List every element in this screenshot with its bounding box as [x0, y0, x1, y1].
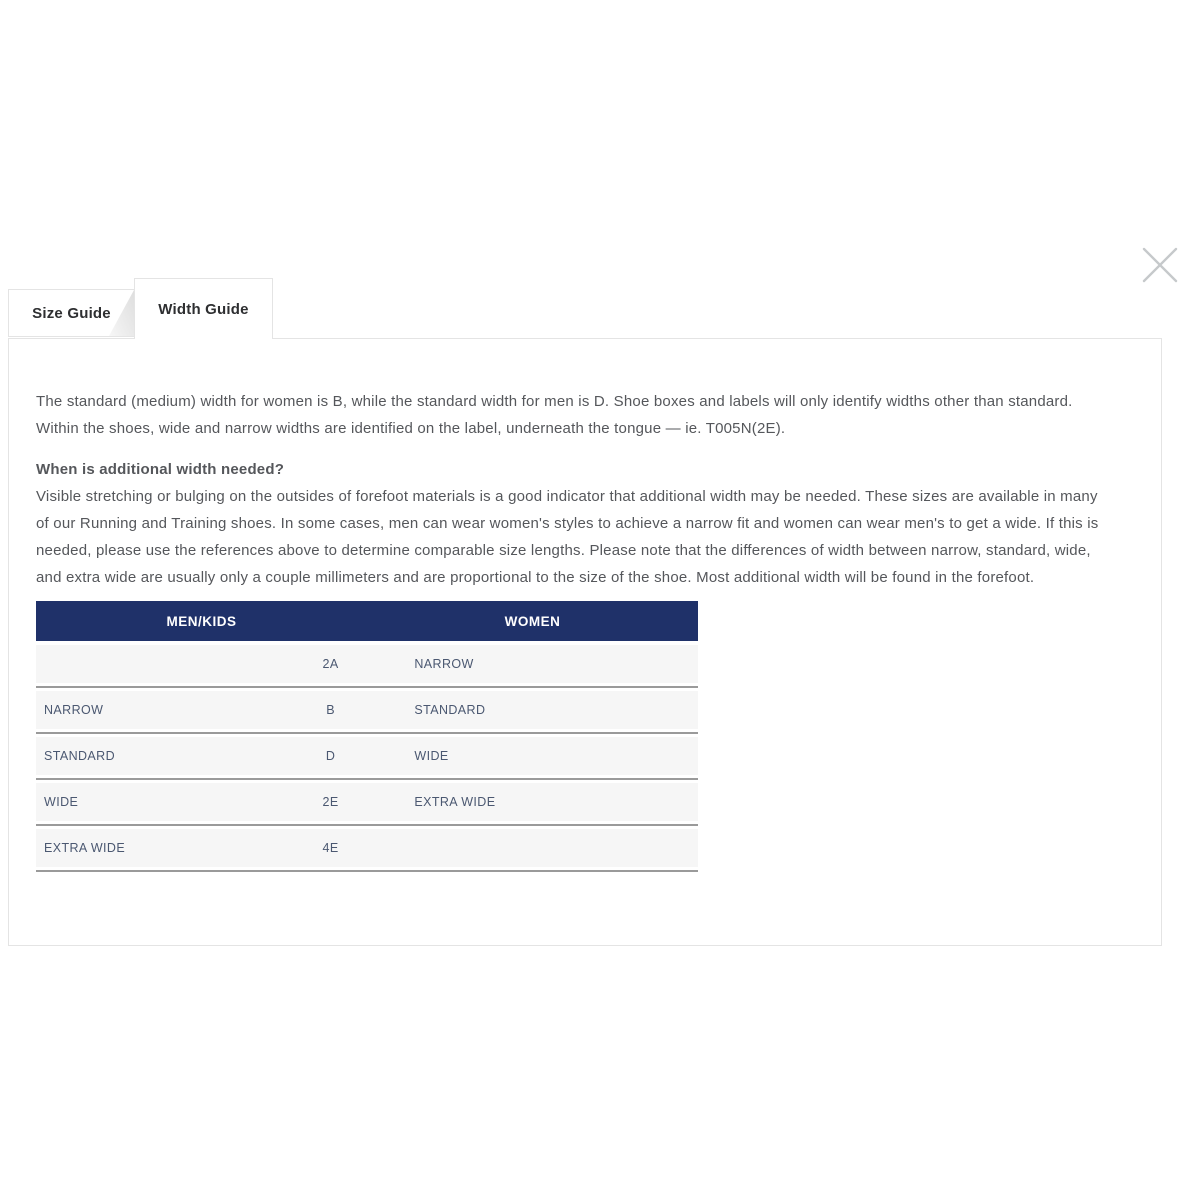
cell-width-code: B	[326, 703, 335, 717]
cell-men-kids: NARROW	[44, 703, 104, 717]
cell-men-kids: WIDE	[44, 795, 79, 809]
cell-width-code: 2A	[322, 657, 339, 671]
table-row	[36, 783, 698, 821]
table-bottom-border	[36, 870, 698, 872]
row-separator	[36, 732, 698, 734]
row-separator	[36, 824, 698, 826]
close-button[interactable]	[1136, 242, 1184, 290]
cell-women: EXTRA WIDE	[414, 795, 496, 809]
cell-women: NARROW	[414, 657, 474, 671]
body-paragraph: Visible stretching or bulging on the outsides of forefoot materials is a good indicator that additional width may be needed. These sizes are available in many of our Running and Training shoes. In some cases, men can wear women's styles to achieve a narrow fit and women can wear men's to get a wide. If this is needed, please use the references above to determine comparable size lengths. Please note that the differences of width between narrow, standard, wide, and extra wide are usually only a couple millimeters and are proportional to the size of the shoe. Most additional width will be found in the forefoot.	[36, 488, 1099, 586]
table-row	[36, 737, 698, 775]
tab-size-guide-label: Size Guide	[32, 304, 111, 322]
row-separator	[36, 686, 698, 688]
table-header-men-kids: MEN/KIDS	[166, 613, 237, 629]
cell-width-code: D	[325, 749, 336, 763]
cell-men-kids: STANDARD	[44, 749, 116, 763]
width-guide-panel	[8, 338, 1162, 946]
table-header-row	[36, 601, 698, 641]
table-header-women: WOMEN	[504, 613, 561, 629]
table-row	[36, 829, 698, 867]
cell-width-code: 2E	[322, 795, 339, 809]
cell-women: STANDARD	[414, 703, 486, 717]
cell-men-kids: EXTRA WIDE	[44, 841, 126, 855]
row-separator	[36, 778, 698, 780]
table-row	[36, 691, 698, 729]
tab-width-guide-label: Width Guide	[158, 300, 249, 318]
cell-women: WIDE	[414, 749, 449, 763]
tab-width-guide[interactable]	[134, 278, 273, 339]
width-comparison-table	[36, 601, 698, 872]
close-icon	[1139, 244, 1181, 289]
table-row	[36, 645, 698, 683]
section-heading: When is additional width needed?	[36, 461, 285, 478]
intro-paragraph: The standard (medium) width for women is B, while the standard width for men is D. Shoe boxes and labels will only identify widths other than standard. Within the shoes, wide and narrow widths are identified on the label, underneath the tongue — ie. T005N(2E).	[36, 393, 1073, 437]
cell-width-code: 4E	[322, 841, 339, 855]
